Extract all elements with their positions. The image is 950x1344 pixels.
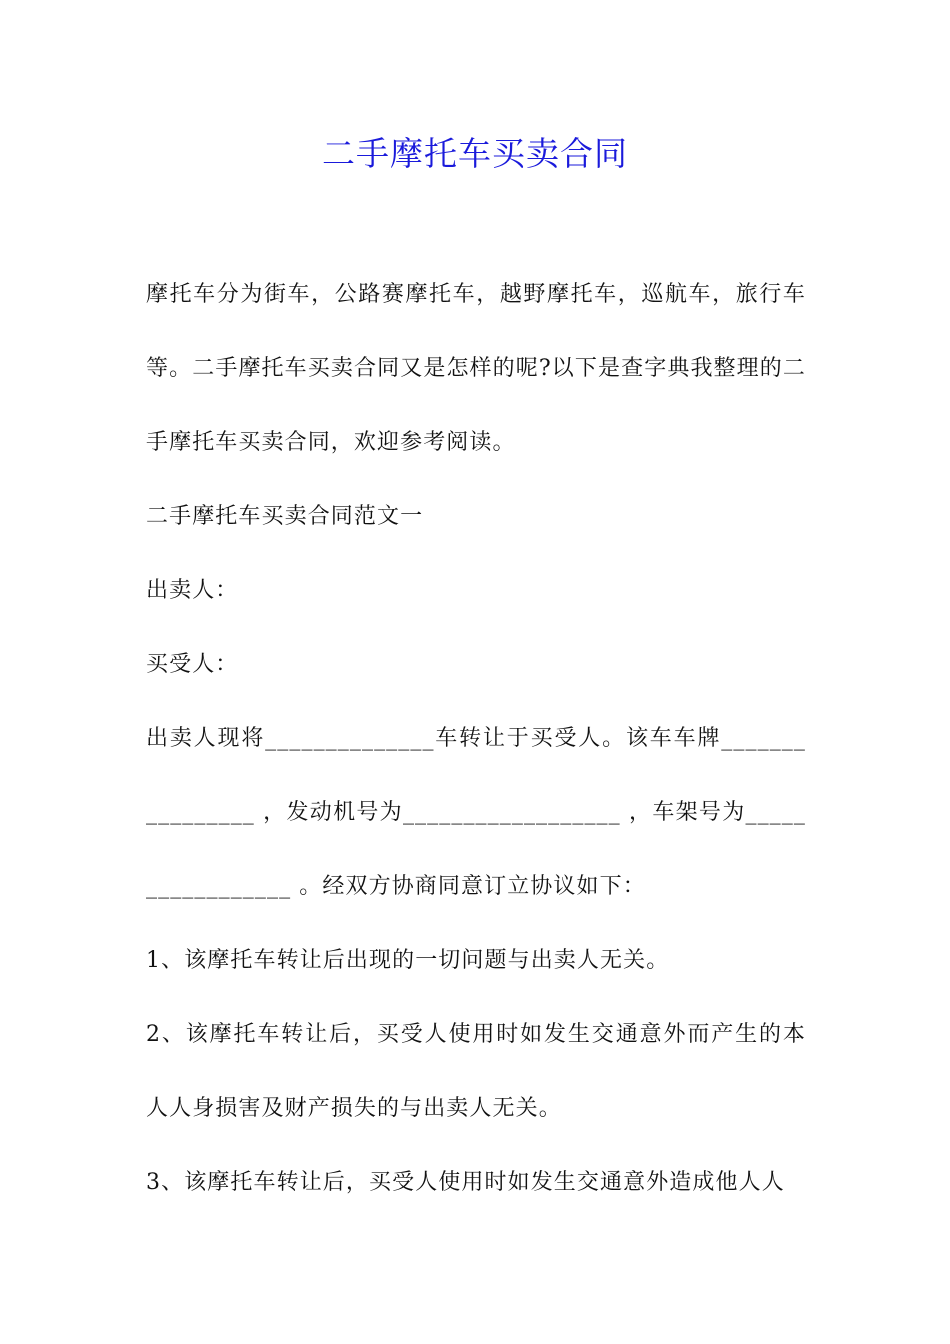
- clause-item-1: 1、该摩托车转让后出现的一切问题与出卖人无关。: [146, 948, 670, 973]
- clause-item-2: 2、该摩托车转让后，买受人使用时如发生交通意外而产生的本人人身损害及财产损失的与出卖人无关。: [146, 1022, 806, 1121]
- document-title: 二手摩托车买卖合同: [322, 134, 628, 173]
- intro-paragraph: 摩托车分为街车，公路赛摩托车，越野摩托车，巡航车，旅行车等。二手摩托车买卖合同又是怎样的呢?以下是查字典我整理的二手摩托车买卖合同，欢迎参考阅读。: [146, 282, 806, 455]
- transfer-clause: 出卖人现将______________车转让于买受人。该车车牌_______ _________ ，发动机号为__________________ ，车架号为_____ ____________ 。经双方协商同意订立协议如下：: [146, 726, 806, 899]
- clause-item-3: 3、该摩托车转让后，买受人使用时如发生交通意外造成他人人: [146, 1170, 785, 1195]
- section-heading: 二手摩托车买卖合同范文一: [146, 504, 424, 529]
- document-body: [146, 258, 806, 1220]
- seller-label: 出卖人：: [146, 578, 239, 603]
- buyer-label: 买受人：: [146, 652, 239, 677]
